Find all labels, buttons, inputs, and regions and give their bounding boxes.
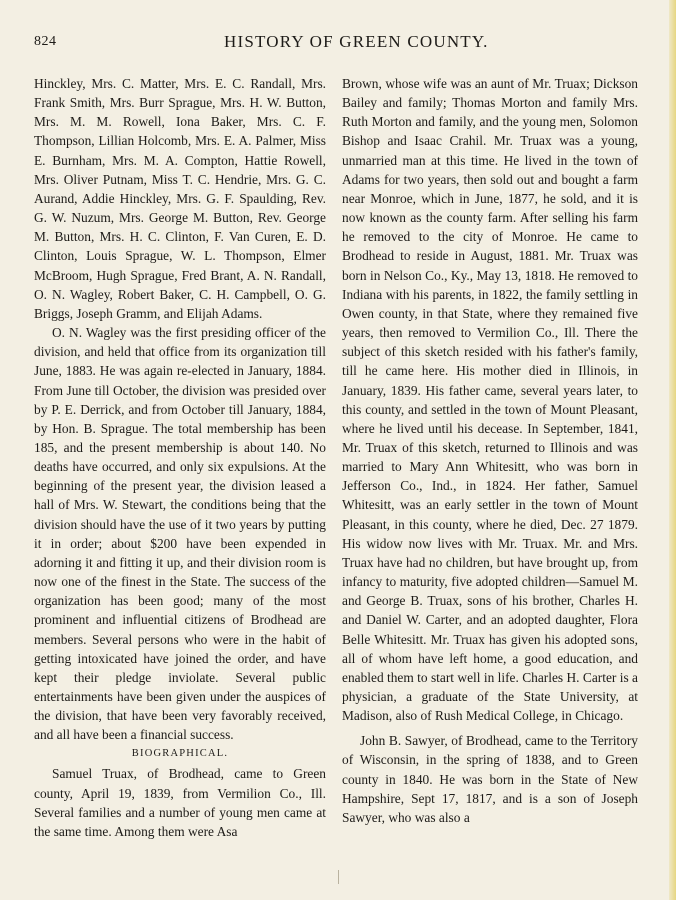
page-header xyxy=(34,34,646,56)
member-list-paragraph: Hinckley, Mrs. C. Matter, Mrs. E. C. Randall, Mrs. Frank Smith, Mrs. Burr Sprague, Mrs. H. W. Button, Mrs. M. M. Rowell, Iona Baker, Mrs. C. F. Thompson, Lillian Holcomb, Mrs. E. A. Palmer, Miss E. Burnham, Mrs. M. A. Compton, Hattie Rowell, Mrs. Oliver Putnam, Miss T. C. Hendrie, Mrs. G. C. Aurand, Addie Hinckley, Mrs. G. F. Spaulding, Rev. G. W. Nuzum, Mrs. George M. Button, Rev. George M. Button, Mrs. H. C. Clinton, F. Van Curen, E. D. Clinton, Louis Sprague, W. L. Thompson, Elmer McBroom, Hugh Sprague, Fred Brant, A. N. Randall, O. N. Wagley, Robert Baker, C. H. Campbell, O. G. Briggs, Joseph Gramm, and Elijah Adams. xyxy=(34,76,326,321)
division-history-paragraph: O. N. Wagley was the first presiding officer of the division, and held that office from its organization till June, 1883. He was again re-elected in January, 1884. From June till October, the division was presided over by P. E. Derrick, and from October till January, 1884, by Hon. B. Sprague. The total membership has been 185, and the present membership is about 140. No deaths have occurred, and only six expulsions. At the beginning of the present year, the division leased a hall of Mrs. W. Stewart, the conditions being that the division should have the use of it two years by putting it in order; about $200 have been expended in adorning it and fitting it up, and their division room is now one of the finest in the State. The success of the organization has been good; many of the most prominent and influential citizens of Brodhead are members. Several persons who were in the habit of getting intoxicated have joined the order, and have kept their pledge inviolate. Several public entertainments have been given under the auspices of the division, that have been very favorably received, and all have been a financial success. xyxy=(34,325,326,743)
running-title: HISTORY OF GREEN COUNTY. xyxy=(224,32,489,51)
page-binding-edge xyxy=(669,0,676,900)
column-divider xyxy=(338,870,339,884)
truax-bio-paragraph-continued: Brown, whose wife was an aunt of Mr. Truax; Dickson Bailey and family; Thomas Morton and family Mrs. Ruth Morton and family, and the young men, Solomon Bishop and Isaac Crahil. Mr. Truax was a young, unmarried man at this time. He lived in the town of Adams for two years, then sold out and bought a farm near Monroe, which in June, 1877, he sold, and it is now known as the county farm. After selling his farm he removed to the city of Monroe. He came to Brodhead to reside in August, 1881. Mr. Truax was born in Nelson Co., Ky., May 13, 1818. He removed to Indiana with his parents, in 1822, the family settling in Owen county, in that State, where they remained five years, then removed to Vermilion Co., Ill. There the subject of this sketch resided with his father's family, till he came here. His mother died in Illinois, in January, 1839. His father came, several years later, to this county, and settled in the town of Mount Pleasant, where he lived until his decease. In September, 1841, Mr. Truax of this sketch, returned to Illinois and was married to Mary Ann Whitesitt, who was born in Jefferson Co., Ind., in 1824. Her father, Samuel Whitesitt, was an early settler in the town of Mount Pleasant, in this county, where he died, Dec. 27 1879. His widow now lives with Mr. Truax. Mr. and Mrs. Truax have had no children, but have brought up, from infancy to maturity, five adopted children—Samuel M. and George B. Truax, sons of his brother, Charles H. and Daniel W. Carter, and an adopted daughter, Flora Belle Whitesitt. Mr. Truax has given his adopted sons, all of whom have left home, a good education, and enabled them to start well in life. Charles H. Carter is a physician, a graduate of the State University, at Madison, also of Rush Medical College, in Chicago. xyxy=(342,76,638,724)
sawyer-bio-paragraph: John B. Sawyer, of Brodhead, came to the Territory of Wisconsin, in the spring of 1838, and to Green county in 1840. He was born in the State of New Hampshire, Sept 17, 1817, and is a son of Joseph Sawyer, who was also a xyxy=(342,733,638,825)
right-column xyxy=(342,74,638,827)
left-column xyxy=(34,74,326,841)
page-number: 824 xyxy=(34,34,57,49)
biographical-subheading: BIOGRAPHICAL. xyxy=(131,748,229,760)
truax-bio-paragraph-start: Samuel Truax, of Brodhead, came to Green county, April 19, 1839, from Vermilion Co., Ill. Several families and a number of young men came at the same time. Among them were Asa xyxy=(34,766,326,839)
